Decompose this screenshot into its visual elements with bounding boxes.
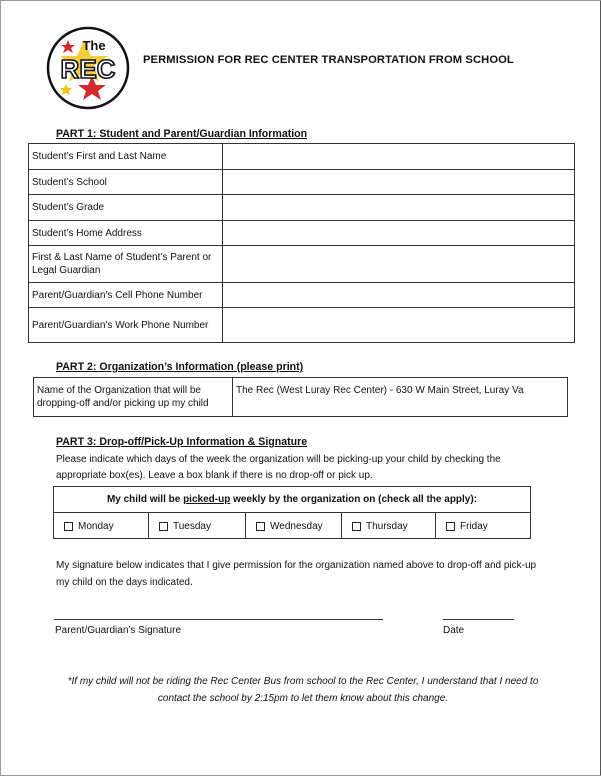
day-thursday[interactable] [342, 513, 436, 539]
logo-text-the: The [82, 38, 106, 53]
permission-text: My signature below indicates that I give permission for the organization named above to drop-off and pick-up my child on the days indicated. [56, 560, 537, 588]
field-label: Parent/Guardian’s Cell Phone Number [29, 283, 223, 308]
signature-line[interactable] [54, 619, 383, 620]
logo-text-rec: REC [60, 54, 116, 84]
table-row [29, 246, 575, 283]
part3-instructions: Please indicate which days of the week the organization will be picking-up your child by checking the appropriate box(es). Leave a box blank if there is no drop-off or pick up. [56, 454, 501, 481]
day-label: Friday [460, 520, 488, 532]
table-row [29, 283, 575, 308]
field-label: Student’s Grade [29, 195, 223, 221]
org-name-field[interactable]: The Rec (West Luray Rec Center) - 630 W Main Street, Luray Va [233, 378, 568, 417]
day-label: Monday [78, 520, 114, 532]
field-label: Student’s Home Address [29, 221, 223, 246]
table-row [29, 221, 575, 246]
field-label: Student’s First and Last Name [29, 144, 223, 170]
day-tuesday[interactable] [149, 513, 246, 539]
day-label: Thursday [366, 520, 408, 532]
part1-table [28, 143, 575, 343]
table-row [29, 195, 575, 221]
table-row [29, 308, 575, 343]
checkbox-monday[interactable] [64, 522, 73, 531]
part2-table [33, 377, 568, 417]
student-name-field[interactable] [223, 144, 575, 170]
date-label: Date [443, 625, 465, 636]
part1-heading: PART 1: Student and Parent/Guardian Information [56, 128, 308, 140]
checkbox-friday[interactable] [446, 522, 455, 531]
day-label: Wednesday [270, 520, 323, 532]
signature-label: Parent/Guardian’s Signature [55, 625, 182, 636]
field-label: First & Last Name of Student’s Parent or Legal Guardian [29, 246, 223, 283]
day-friday[interactable] [436, 513, 530, 539]
work-phone-field[interactable] [223, 308, 575, 343]
field-label: Student’s School [29, 170, 223, 195]
table-row [29, 170, 575, 195]
part3-heading: PART 3: Drop-off/Pick-Up Information & Signature [56, 436, 308, 448]
days-header-underlined: picked-up [183, 494, 231, 505]
days-header-text-end: weekly by the organization on (check all the apply): [230, 494, 478, 505]
table-row [34, 378, 568, 417]
document-title: PERMISSION FOR REC CENTER TRANSPORTATION FROM SCHOOL [143, 54, 514, 66]
days-header-text: My child will be [106, 494, 184, 505]
days-row [54, 513, 530, 539]
day-monday[interactable] [54, 513, 149, 539]
guardian-name-field[interactable] [223, 246, 575, 283]
part2-heading: PART 2: Organization’s Information (please print) [56, 361, 304, 373]
cell-phone-field[interactable] [223, 283, 575, 308]
days-header [54, 487, 530, 513]
table-row [29, 144, 575, 170]
footnote: *If my child will not be riding the Rec Center Bus from school to the Rec Center, I understand that I need to contact the school by 2:15pm to let them know about this change. [67, 676, 539, 704]
checkbox-wednesday[interactable] [256, 522, 265, 531]
day-wednesday[interactable] [246, 513, 342, 539]
checkbox-tuesday[interactable] [159, 522, 168, 531]
org-name-label: Name of the Organization that will be dropping-off and/or picking up my child [34, 378, 233, 417]
field-label: Parent/Guardian’s Work Phone Number [29, 308, 223, 343]
rec-logo [46, 26, 130, 110]
days-selection-box [53, 486, 531, 539]
day-label: Tuesday [173, 520, 211, 532]
home-address-field[interactable] [223, 221, 575, 246]
date-line[interactable] [443, 619, 514, 620]
student-school-field[interactable] [223, 170, 575, 195]
student-grade-field[interactable] [223, 195, 575, 221]
checkbox-thursday[interactable] [352, 522, 361, 531]
